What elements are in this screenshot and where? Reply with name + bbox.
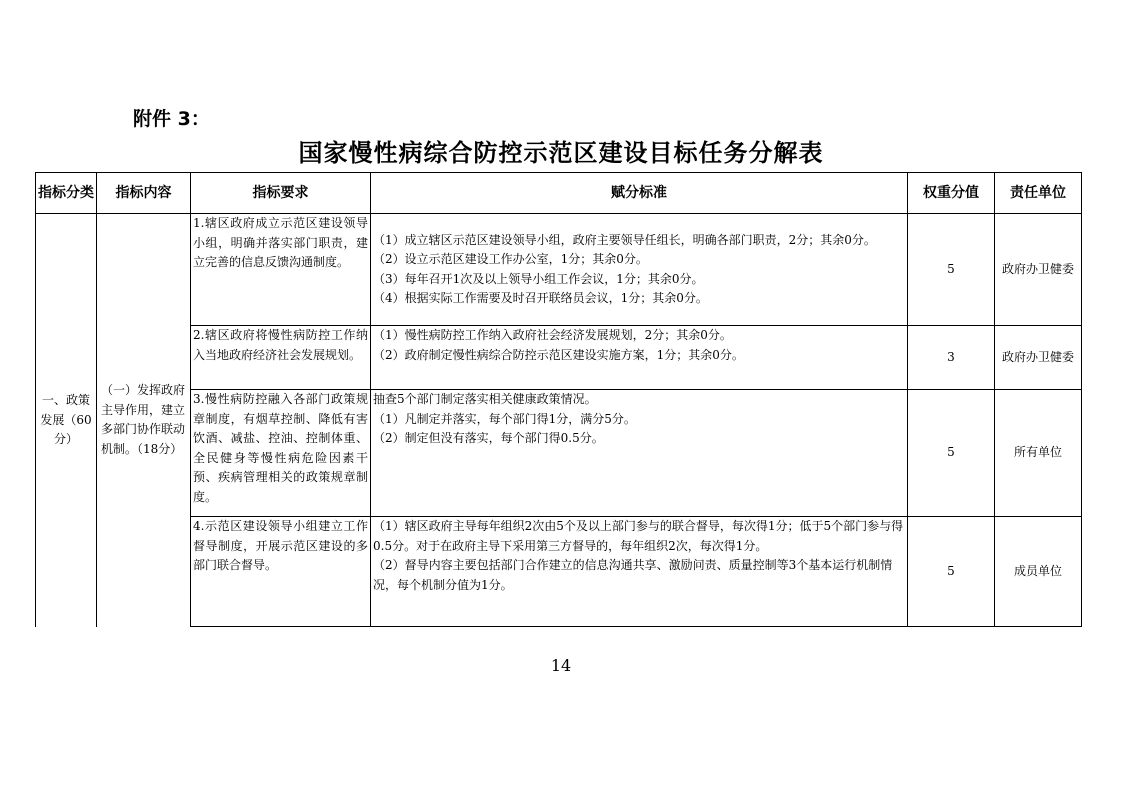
table-row xyxy=(36,326,1082,390)
responsible-unit: 政府办卫健委 xyxy=(995,214,1082,326)
content-cell: （一）发挥政府主导作用，建立多部门协作联动机制。（18分） xyxy=(97,214,191,627)
page-number: 14 xyxy=(550,656,572,675)
category-cell: 一、政策发展（60分） xyxy=(36,214,97,627)
attachment-label: 附件 3： xyxy=(133,108,210,130)
table-header-row xyxy=(36,173,1082,214)
responsible-unit: 成员单位 xyxy=(995,517,1082,627)
weight-value: 5 xyxy=(908,390,995,517)
scoring-line: （1）凡制定并落实，每个部门得1分，满分5分。 xyxy=(373,411,636,426)
requirement-text: 3.慢性病防控融入各部门政策规章制度，有烟草控制、降低有害饮酒、减盐、控油、控制体重、全民健身等慢性病危险因素干预、疾病管理相关的政策规章制度。 xyxy=(193,392,368,504)
table-row xyxy=(36,214,1082,326)
scoring-cell xyxy=(371,517,908,627)
responsible-unit: 所有单位 xyxy=(995,390,1082,517)
requirement-text: 4.示范区建设领导小组建立工作督导制度，开展示范区建设的多部门联合督导。 xyxy=(193,519,368,572)
task-table xyxy=(35,172,1082,627)
scoring-line: （1）成立辖区示范区建设领导小组，政府主要领导任组长，明确各部门职责，2分；其余0分。 xyxy=(373,232,876,247)
page-title: 国家慢性病综合防控示范区建设目标任务分解表 xyxy=(298,138,824,167)
requirement-text: 2.辖区政府将慢性病防控工作纳入当地政府经济社会发展规划。 xyxy=(193,328,368,362)
scoring-line: （2）设立示范区建设工作办公室，1分；其余0分。 xyxy=(373,252,648,266)
requirement-text: 1.辖区政府成立示范区建设领导小组，明确并落实部门职责，建立完善的信息反馈沟通制度。 xyxy=(193,216,368,269)
weight-value: 5 xyxy=(908,517,995,627)
header-weight: 权重分值 xyxy=(908,173,995,214)
scoring-line: 抽查5个部门制定落实相关健康政策情况。 xyxy=(373,392,597,406)
header-scoring: 赋分标准 xyxy=(371,173,908,214)
header-requirement: 指标要求 xyxy=(191,173,371,214)
table-row xyxy=(36,517,1082,627)
scoring-line: （2）政府制定慢性病综合防控示范区建设实施方案，1分；其余0分。 xyxy=(373,347,744,362)
header-category: 指标分类 xyxy=(36,173,97,214)
weight-value: 3 xyxy=(908,326,995,390)
scoring-cell xyxy=(371,326,908,390)
scoring-line: （2）督导内容主要包括部门合作建立的信息沟通共享、激励问责、质量控制等3个基本运行机制情况，每个机制分值为1分。 xyxy=(373,558,893,592)
scoring-line: （4）根据实际工作需要及时召开联络员会议，1分；其余0分。 xyxy=(373,291,708,305)
scoring-line: （1）辖区政府主导每年组织2次由5个及以上部门参与的联合督导，每次得1分；低于5个部门参与得0.5分。对于在政府主导下采用第三方督导的，每年组织2次，每次得1分。 xyxy=(373,519,904,553)
scoring-cell xyxy=(371,390,908,517)
scoring-line: （2）制定但没有落实，每个部门得0.5分。 xyxy=(373,431,604,445)
responsible-unit: 政府办卫健委 xyxy=(995,326,1082,390)
scoring-cell xyxy=(371,214,908,326)
table-row xyxy=(36,390,1082,517)
scoring-line: （1）慢性病防控工作纳入政府社会经济发展规划，2分；其余0分。 xyxy=(373,328,732,342)
weight-value: 5 xyxy=(908,214,995,326)
header-content: 指标内容 xyxy=(97,173,191,214)
header-unit: 责任单位 xyxy=(995,173,1082,214)
scoring-line: （3）每年召开1次及以上领导小组工作会议，1分；其余0分。 xyxy=(373,271,704,286)
